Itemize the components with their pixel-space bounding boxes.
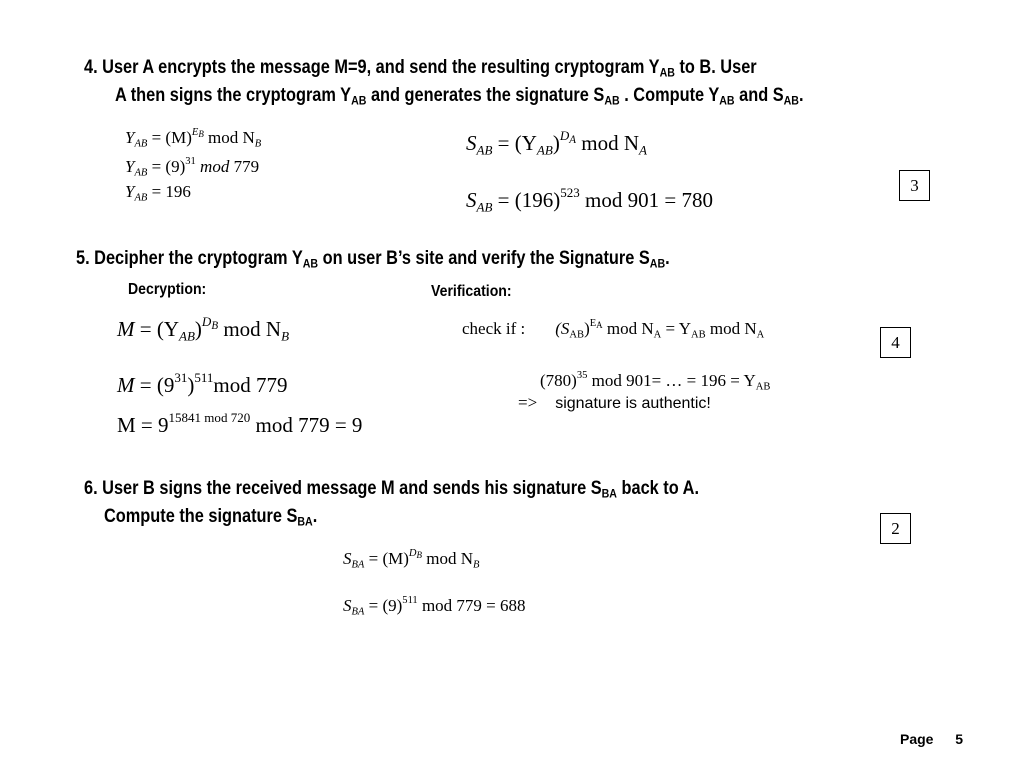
encryption-formula: $Y_{AB} = (M)^{E_B}$ mod $N_B$ [125, 127, 262, 150]
section4-heading-line2: A then signs the cryptogram $Y_{AB}$ and generates the signature $S_{AB}$ . Compute $Y_{AB}$ and $S_{AB}$. [115, 85, 804, 108]
decryption-formula: $M = (Y_{AB})^{D_B}$ mod $N_B$ [117, 314, 290, 344]
signature-formula: $S_{AB} = (Y_{AB})^{D_A}$ mod $N_A$ [466, 128, 647, 158]
decryption-result: $M = 9^{15841 mod 720}$ mod 779 = 9 [117, 410, 363, 437]
reply-signature-result: $S_{BA} = (9)^{511}$ mod 779 = 688 [343, 595, 526, 618]
verification-computation: $(780)^{35}$ mod 901= … = $196 = Y_{AB}$ [540, 370, 771, 393]
step-badge-4: 4 [880, 327, 911, 358]
page-number: 5 [955, 731, 964, 747]
section6-heading-line2: Compute the signature $S_{BA}$. [104, 506, 318, 529]
section5-heading: 5. Decipher the cryptogram $Y_{AB}$ on user B’s site and verify the Signature $S_{AB}$. [76, 248, 670, 271]
verification-conclusion: => signature is authentic! [518, 393, 711, 412]
page-footer [900, 731, 963, 747]
page-label: Page [900, 731, 934, 747]
verification-check: check if : $(S_{AB})^{E_A}$ mod $N_A = Y_{AB}$ mod $N_A$ [462, 318, 765, 341]
step-badge-3: 3 [899, 170, 930, 201]
encryption-substitution: $Y_{AB} = (9)^{31}$ mod 779 [125, 156, 260, 179]
signature-result: $S_{AB} = (196)^{523}$ mod 901 = 780 [466, 185, 713, 215]
section6-heading-line1: 6. User B signs the received message M and sends his signature $S_{BA}$ back to A. [84, 478, 700, 501]
section4-heading-line1: 4. User A encrypts the message M=9, and send the resulting cryptogram $Y_{AB}$ to B. User [84, 57, 757, 80]
encryption-result: $Y_{AB} = 196$ [125, 182, 191, 204]
step-badge-2: 2 [880, 513, 911, 544]
reply-signature-formula: $S_{BA} = (M)^{D_B}$ mod $N_B$ [343, 548, 480, 571]
decryption-substitution: $M = (9^{31})^{511}mod$ 779 [117, 370, 288, 397]
verification-label: Verification: [431, 283, 512, 300]
decryption-label: Decryption: [128, 281, 207, 298]
